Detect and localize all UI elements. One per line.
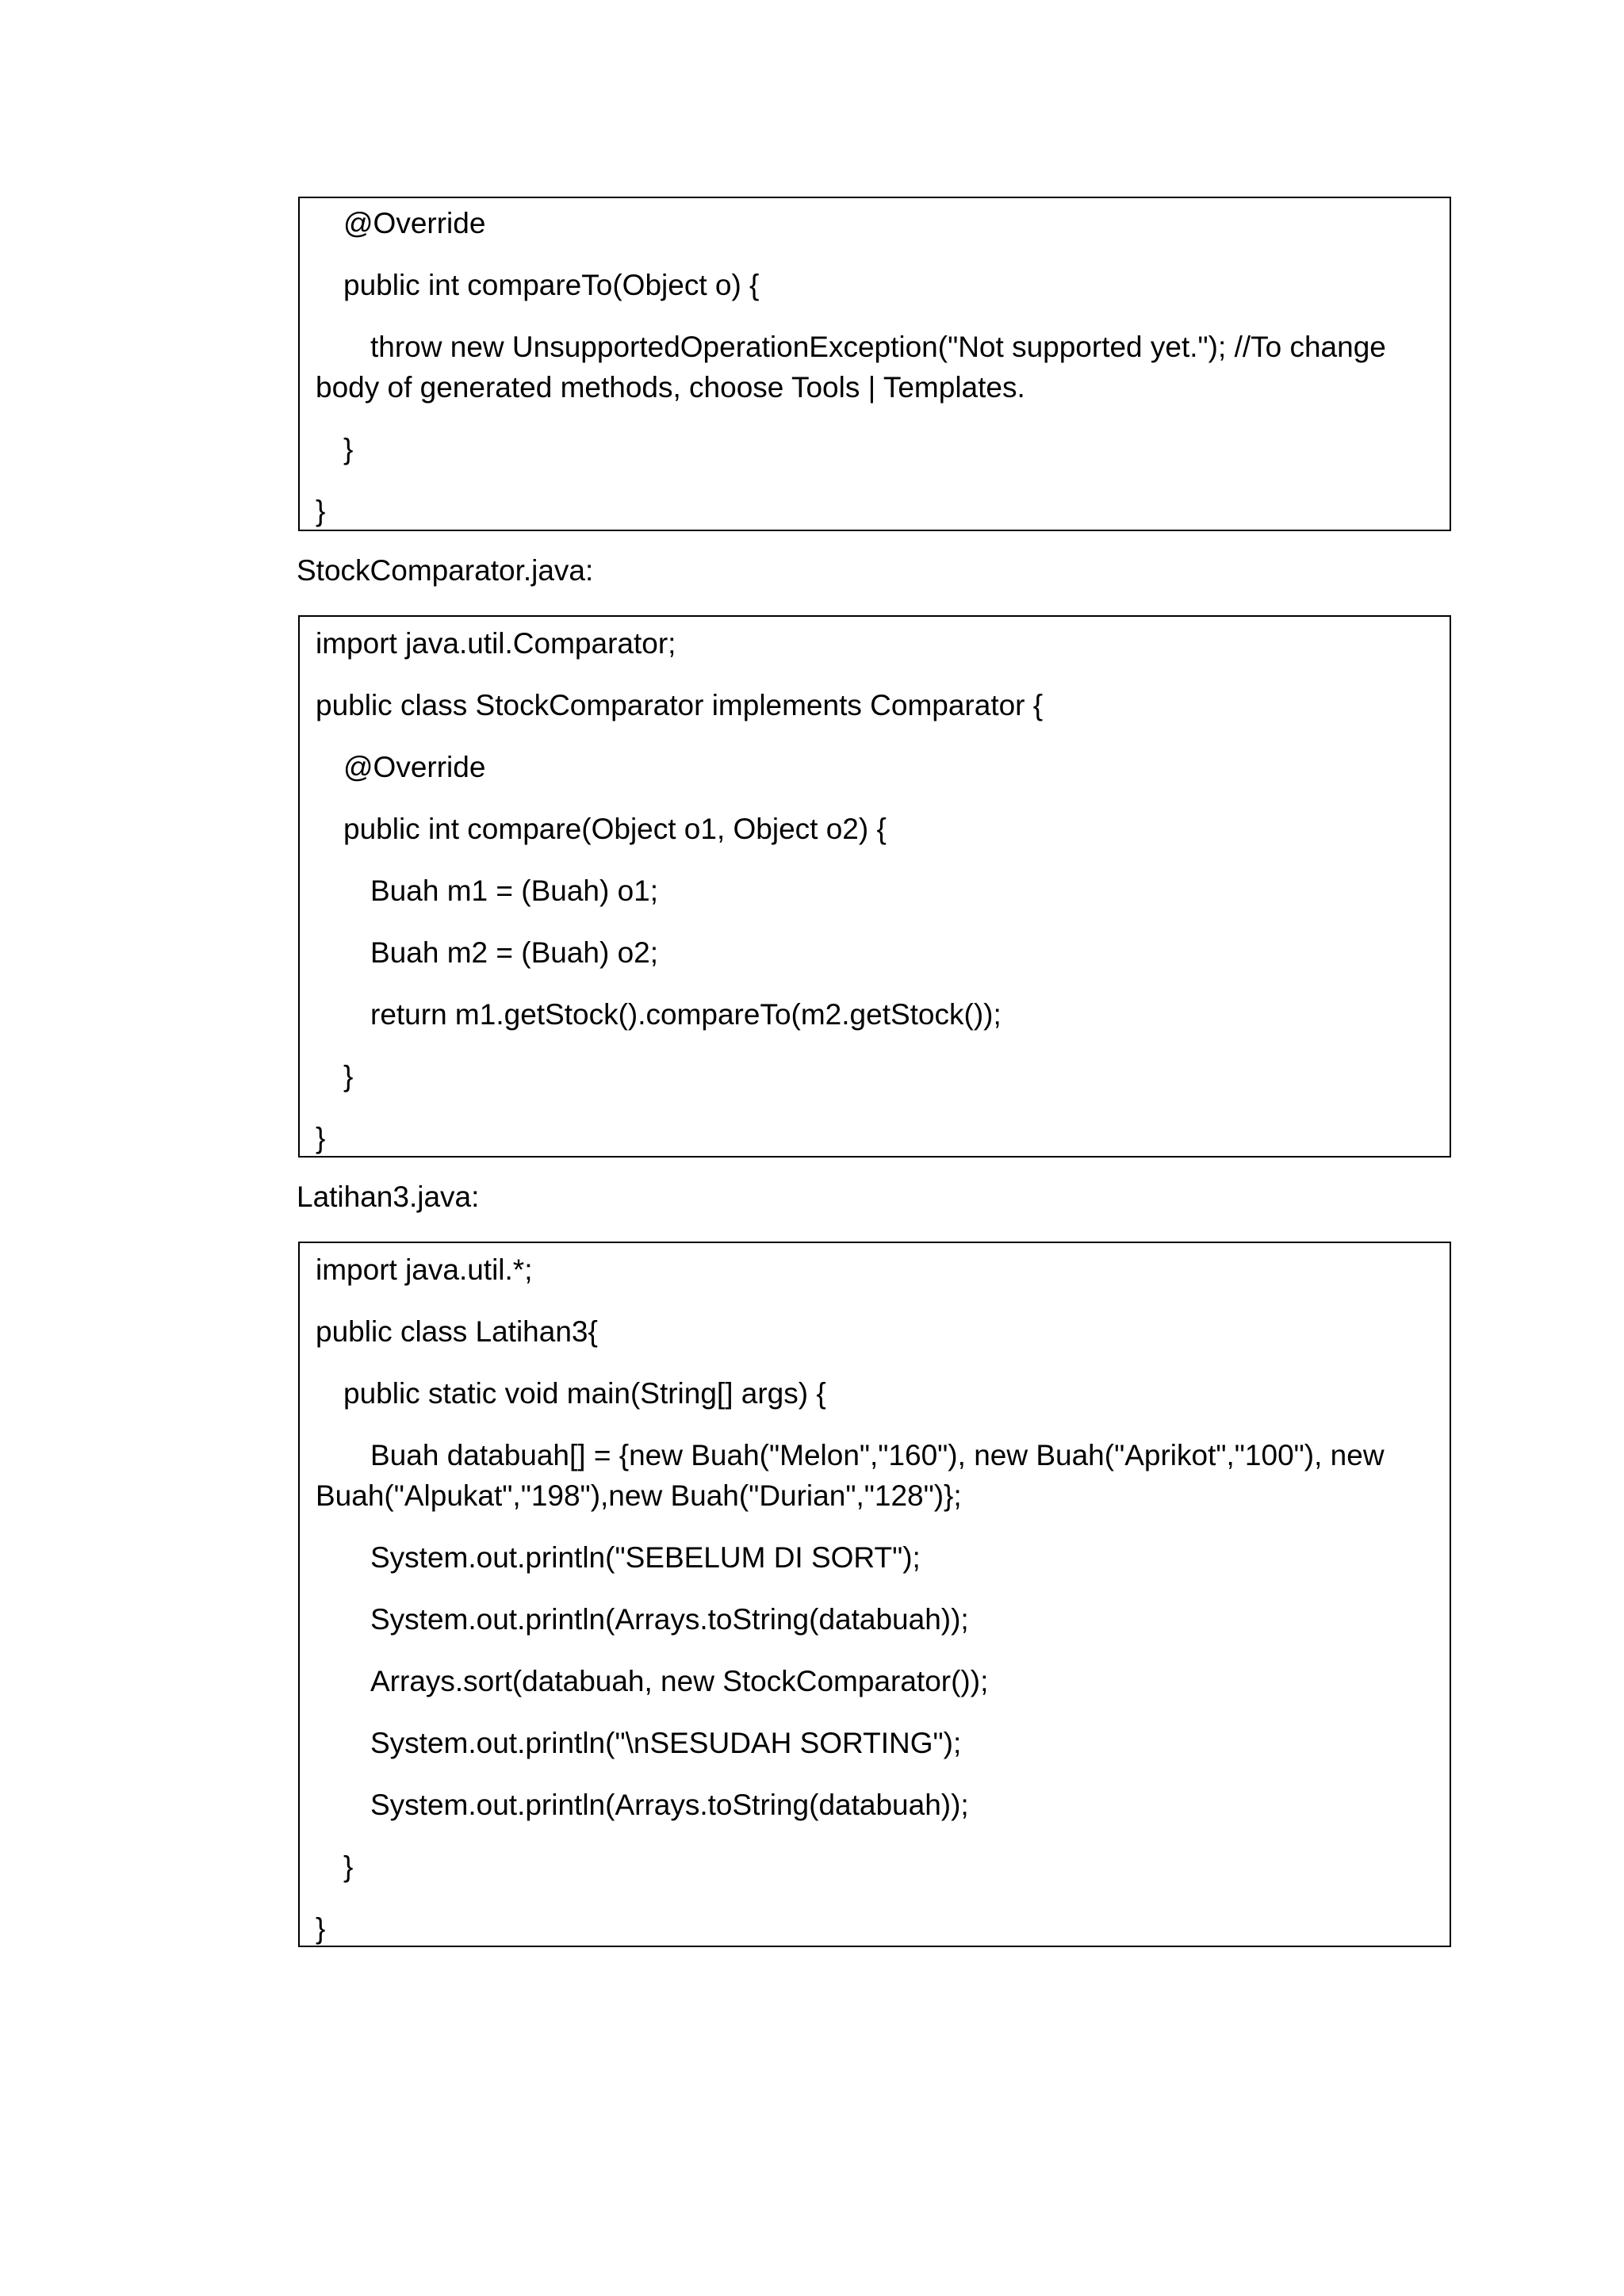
- code-line: import java.util.*;: [316, 1253, 533, 1286]
- code-line: import java.util.Comparator;: [316, 627, 676, 660]
- code-line: }: [316, 1912, 326, 1945]
- code-line: return m1.getStock().compareTo(m2.getStock());: [370, 998, 1002, 1031]
- code-line: Arrays.sort(databuah, new StockComparator());: [370, 1665, 989, 1697]
- code-line: System.out.println("\nSESUDAH SORTING");: [370, 1727, 962, 1759]
- file-label-stockcomparator: StockComparator.java:: [297, 554, 594, 587]
- code-line: @Override: [343, 207, 486, 239]
- code-line: throw new UnsupportedOperationException("Not supported yet."); //To change body of generated methods, choose Tools | Templates.: [316, 331, 1395, 404]
- code-line: public class Latihan3{: [316, 1315, 598, 1348]
- code-line: }: [343, 433, 354, 465]
- code-line: public class StockComparator implements Comparator {: [316, 689, 1044, 721]
- code-line: System.out.println(Arrays.toString(databuah));: [370, 1789, 969, 1821]
- code-line: public int compareTo(Object o) {: [343, 269, 760, 301]
- code-line: }: [343, 1850, 354, 1883]
- code-block-latihan3: [298, 1242, 1451, 1947]
- code-line: @Override: [343, 751, 486, 783]
- code-line: }: [343, 1060, 354, 1093]
- code-line: }: [316, 495, 326, 527]
- code-line: Buah m1 = (Buah) o1;: [370, 874, 659, 907]
- code-line: Buah m2 = (Buah) o2;: [370, 936, 659, 969]
- code-line: public int compare(Object o1, Object o2) {: [343, 813, 887, 845]
- code-line: public static void main(String[] args) {: [343, 1377, 826, 1410]
- code-block-stockcomparator: [298, 615, 1451, 1158]
- code-line: System.out.println("SEBELUM DI SORT");: [370, 1541, 921, 1574]
- code-line: System.out.println(Arrays.toString(databuah));: [370, 1603, 969, 1636]
- code-line: Buah databuah[] = {new Buah("Melon","160"), new Buah("Aprikot","100"), new Buah("Alpukat","198"),new Buah("Durian","128")};: [316, 1439, 1392, 1512]
- file-label-latihan3: Latihan3.java:: [297, 1181, 480, 1213]
- code-line: }: [316, 1122, 326, 1154]
- code-block-1: [298, 197, 1451, 531]
